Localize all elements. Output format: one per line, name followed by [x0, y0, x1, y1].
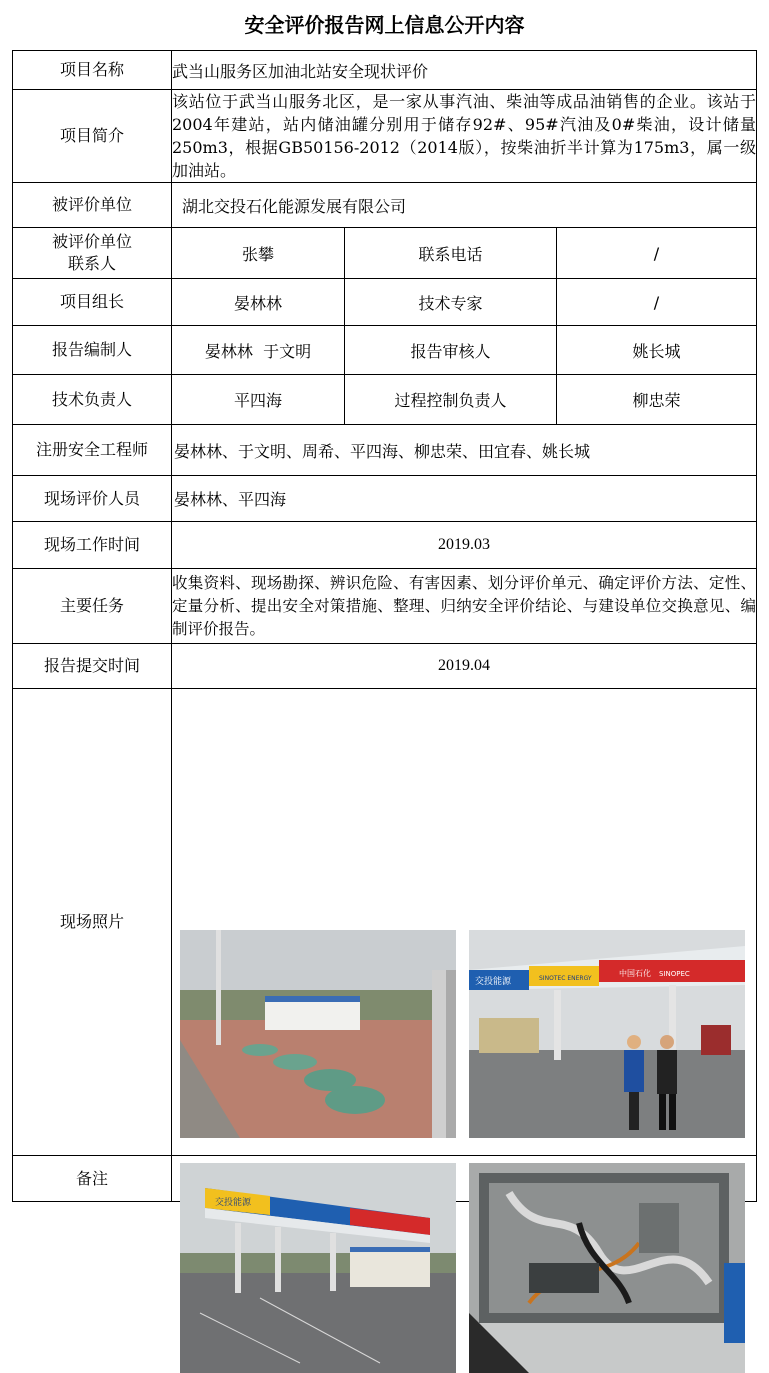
canopy-people-image — [469, 930, 745, 1138]
engineers-value: 晏林林、于文明、周希、平四海、柳忠荣、田宜春、姚长城 — [172, 425, 757, 476]
reviewer-value: 姚长城 — [557, 326, 757, 375]
row-engineers — [13, 425, 757, 476]
team-leader-value: 晏林林 — [172, 279, 345, 326]
phone-label: 联系电话 — [345, 228, 557, 279]
row-site-photos — [13, 689, 757, 1156]
row-project-intro — [13, 90, 757, 183]
onsite-time-value: 2019.03 — [172, 522, 757, 569]
site-photos-label: 现场照片 — [13, 689, 172, 1156]
page-title: 安全评价报告网上信息公开内容 — [244, 13, 525, 37]
submit-time-value: 2019.04 — [172, 644, 757, 689]
tank-area-image — [180, 930, 456, 1138]
project-intro-value: 该站位于武当山服务北区，是一家从事汽油、柴油等成品油销售的企业。该站于2004年建站，站内储油罐分别用于储存92#、95#汽油及0#柴油，设计储量250m3，根据GB50156-2012（2014版），按柴油折半计算为175m3，属一级加油站。 — [172, 90, 757, 183]
onsite-time-label: 现场工作时间 — [13, 522, 172, 569]
photo-tank-area — [180, 930, 456, 1138]
photo-canopy-people — [469, 930, 745, 1138]
evaluated-unit-value: 湖北交投石化能源发展有限公司 — [172, 183, 757, 228]
forecourt-brand-text: 交投能源 — [215, 1198, 252, 1208]
phone-value: / — [557, 228, 757, 279]
onsite-staff-label: 现场评价人员 — [13, 476, 172, 522]
row-team-leader — [13, 279, 757, 326]
onsite-staff-value: 晏林林、平四海 — [172, 476, 757, 522]
project-name-value: 武当山服务区加油北站安全现状评价 — [172, 51, 757, 90]
row-onsite-time — [13, 522, 757, 569]
unit-contact-label-line2: 联系人 — [67, 254, 116, 273]
unit-contact-value: 张攀 — [172, 228, 345, 279]
info-table — [12, 50, 757, 1208]
dispenser-interior-image — [469, 1163, 745, 1373]
submit-time-label: 报告提交时间 — [13, 644, 172, 689]
project-intro-label: 项目简介 — [13, 90, 172, 183]
site-photos-cell — [172, 689, 757, 1208]
process-control-label: 过程控制负责人 — [345, 375, 557, 425]
forecourt-image — [180, 1163, 456, 1373]
row-tech-lead — [13, 375, 757, 425]
evaluated-unit-label: 被评价单位 — [13, 183, 172, 228]
tech-lead-label: 技术负责人 — [13, 375, 172, 425]
tech-lead-value: 平四海 — [172, 375, 345, 425]
remarks-label: 备注 — [13, 1156, 172, 1202]
report-author-value: 晏林林 于文明 — [172, 326, 345, 375]
row-report-author — [13, 326, 757, 375]
expert-value: / — [557, 279, 757, 326]
row-onsite-staff — [13, 476, 757, 522]
brand-sign-text: 交投能源 — [475, 977, 512, 987]
report-author-label: 报告编制人 — [13, 326, 172, 375]
unit-contact-label-line1: 被评价单位 — [51, 232, 132, 251]
main-tasks-value: 收集资料、现场勘探、辨识危险、有害因素、划分评价单元、确定评价方法、定性、定量分析、提出安全对策措施、整理、归纳安全评价结论、与建设单位交换意见、编制评价报告。 — [172, 569, 757, 644]
partner-sign-text: 中国石化 — [619, 969, 651, 978]
unit-contact-label — [13, 228, 172, 279]
brand-sign-en: SINOTEC ENERGY — [539, 975, 592, 982]
partner-sign-en: SINOPEC — [659, 970, 690, 978]
main-tasks-label: 主要任务 — [13, 569, 172, 644]
photo-forecourt — [180, 1163, 456, 1373]
engineers-label: 注册安全工程师 — [13, 425, 172, 476]
project-name-label: 项目名称 — [13, 51, 172, 90]
row-evaluated-unit — [13, 183, 757, 228]
row-main-tasks — [13, 569, 757, 644]
team-leader-label: 项目组长 — [13, 279, 172, 326]
expert-label: 技术专家 — [345, 279, 557, 326]
photo-dispenser-interior — [469, 1163, 745, 1373]
row-submit-time — [13, 644, 757, 689]
row-project-name — [13, 51, 757, 90]
row-unit-contact — [13, 228, 757, 279]
process-control-value: 柳忠荣 — [557, 375, 757, 425]
reviewer-label: 报告审核人 — [345, 326, 557, 375]
